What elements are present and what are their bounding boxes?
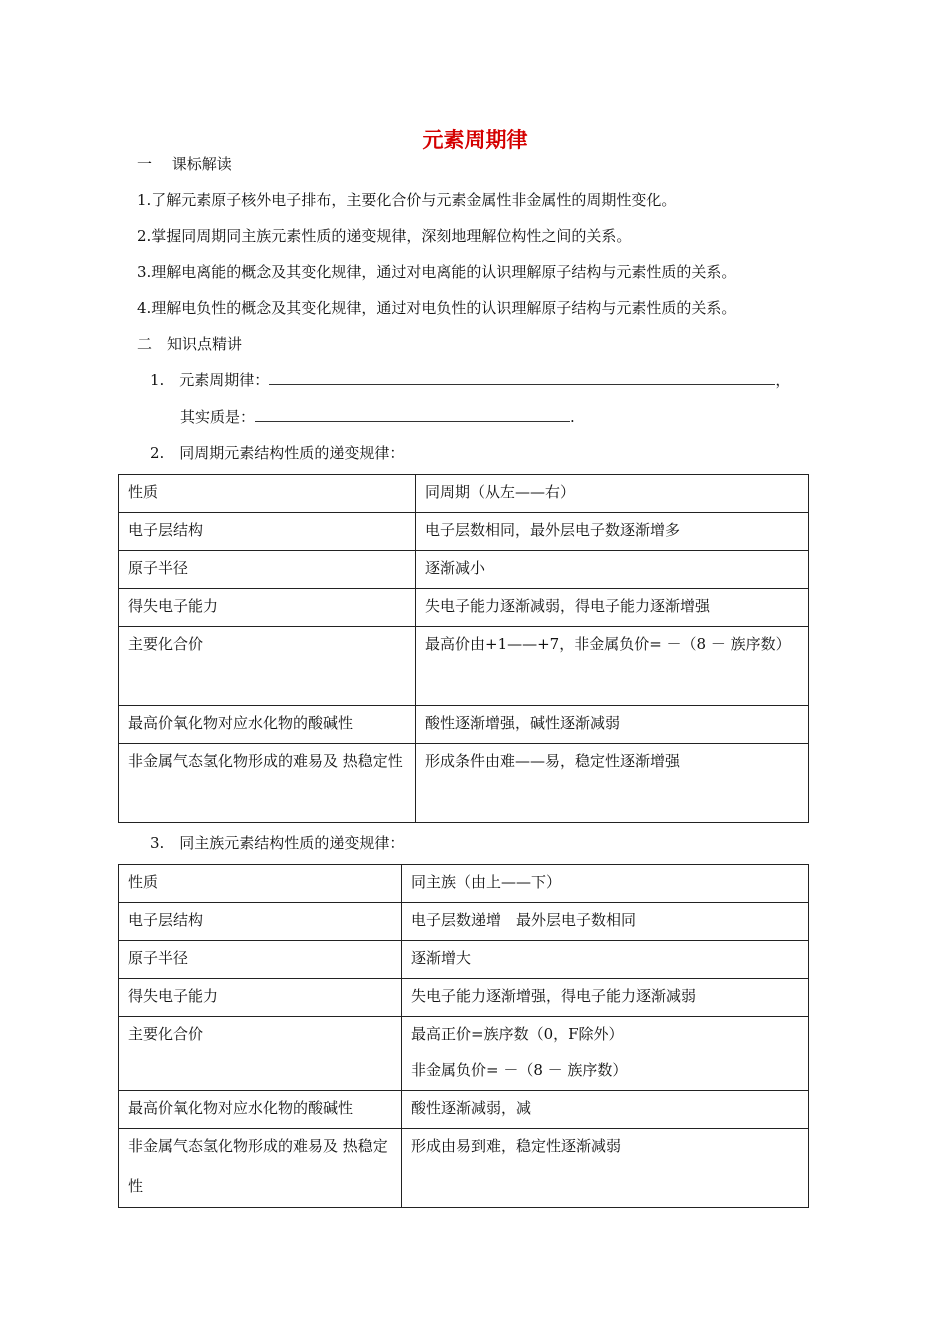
essence-line <box>180 406 575 427</box>
objective-3: 3.理解电离能的概念及其变化规律，通过对电离能的认识理解原子结构与元素性质的关系。 <box>137 263 737 281</box>
table-cell <box>416 627 809 706</box>
table-cell: 失电子能力逐渐减弱，得电子能力逐渐增强 <box>416 589 809 627</box>
table-cell <box>119 1129 402 1208</box>
objective-1: 1.了解元素原子核外电子排布，主要化合价与元素金属性非金属性的周期性变化。 <box>137 191 677 209</box>
table-cell: 最高价氧化物对应水化物的酸碱性 <box>119 1091 402 1129</box>
table-row <box>119 1091 809 1129</box>
essence-end: . <box>570 408 575 426</box>
group-trend-table <box>118 864 809 1208</box>
periodic-law-end: ， <box>775 371 791 389</box>
table-cell: 得失电子能力 <box>119 589 416 627</box>
table-cell: 同周期（从左——右） <box>416 475 809 513</box>
table-cell <box>119 744 416 823</box>
table-row <box>119 589 809 627</box>
table-cell: 主要化合价 <box>119 627 416 706</box>
group-table-heading: 3. 同主族元素结构性质的递变规律： <box>150 834 405 852</box>
periodic-law-label: 1. 元素周期律： <box>150 371 270 389</box>
table-cell: 同主族（由上——下） <box>402 865 809 903</box>
page-title: 元素周期律 <box>422 128 528 152</box>
table-cell: 逐渐减小 <box>416 551 809 589</box>
neg-valence-text: 非金属负价= －（8 － 族序数） <box>411 1061 628 1079</box>
table-row <box>119 706 809 744</box>
table-row <box>119 475 809 513</box>
table-cell: 性质 <box>119 475 416 513</box>
table-row <box>119 627 809 706</box>
table-cell: 电子层数相同，最外层电子数逐渐增多 <box>416 513 809 551</box>
table-row <box>119 551 809 589</box>
valence-text: 最高价由+1——+7，非金属负价= －（8 － 族序数） <box>425 635 791 653</box>
table-cell: 电子层结构 <box>119 513 416 551</box>
table-cell: 形成由易到难，稳定性逐渐减弱 <box>402 1129 809 1208</box>
table-cell: 主要化合价 <box>119 1017 402 1091</box>
table-cell: 原子半径 <box>119 551 416 589</box>
table-cell: 电子层数递增 最外层电子数相同 <box>402 903 809 941</box>
table-row <box>119 1129 809 1208</box>
table-row <box>119 744 809 823</box>
table-cell: 性质 <box>119 865 402 903</box>
table-cell: 形成条件由难——易，稳定性逐渐增强 <box>416 744 809 823</box>
table-row <box>119 865 809 903</box>
table-cell: 电子层结构 <box>119 903 402 941</box>
essence-label: 其实质是： <box>180 408 256 426</box>
table-cell: 逐渐增大 <box>402 941 809 979</box>
periodic-law-line <box>150 369 790 390</box>
table-row <box>119 513 809 551</box>
hydride-text: 非金属气态氢化物形成的难易及 热稳定性 <box>128 752 403 770</box>
period-table-heading: 2. 同周期元素结构性质的递变规律： <box>150 444 405 462</box>
table-cell: 失电子能力逐渐增强，得电子能力逐渐减弱 <box>402 979 809 1017</box>
table-row <box>119 979 809 1017</box>
table-cell: 酸性逐渐增强，碱性逐渐减弱 <box>416 706 809 744</box>
table-row <box>119 941 809 979</box>
objective-2: 2.掌握同周期同主族元素性质的递变规律，深刻地理解位构性之间的关系。 <box>137 227 632 245</box>
table-cell: 酸性逐渐减弱，减 <box>402 1091 809 1129</box>
section-heading-1: 一 课标解读 <box>137 155 232 173</box>
table-cell <box>402 1017 809 1091</box>
period-trend-table <box>118 474 809 823</box>
hydride-text: 非金属气态氢化物形成的难易及 热稳定性 <box>128 1137 388 1195</box>
table-cell: 原子半径 <box>119 941 402 979</box>
table-row <box>119 903 809 941</box>
essence-blank[interactable] <box>255 407 570 422</box>
table-row <box>119 1017 809 1091</box>
table-cell: 得失电子能力 <box>119 979 402 1017</box>
section-heading-2: 二 知识点精讲 <box>137 335 243 353</box>
table-cell: 最高价氧化物对应水化物的酸碱性 <box>119 706 416 744</box>
periodic-law-blank[interactable] <box>269 370 775 385</box>
max-valence-text: 最高正价=族序数（0，F除外） <box>411 1025 624 1043</box>
objective-4: 4.理解电负性的概念及其变化规律，通过对电负性的认识理解原子结构与元素性质的关系。 <box>137 299 737 317</box>
